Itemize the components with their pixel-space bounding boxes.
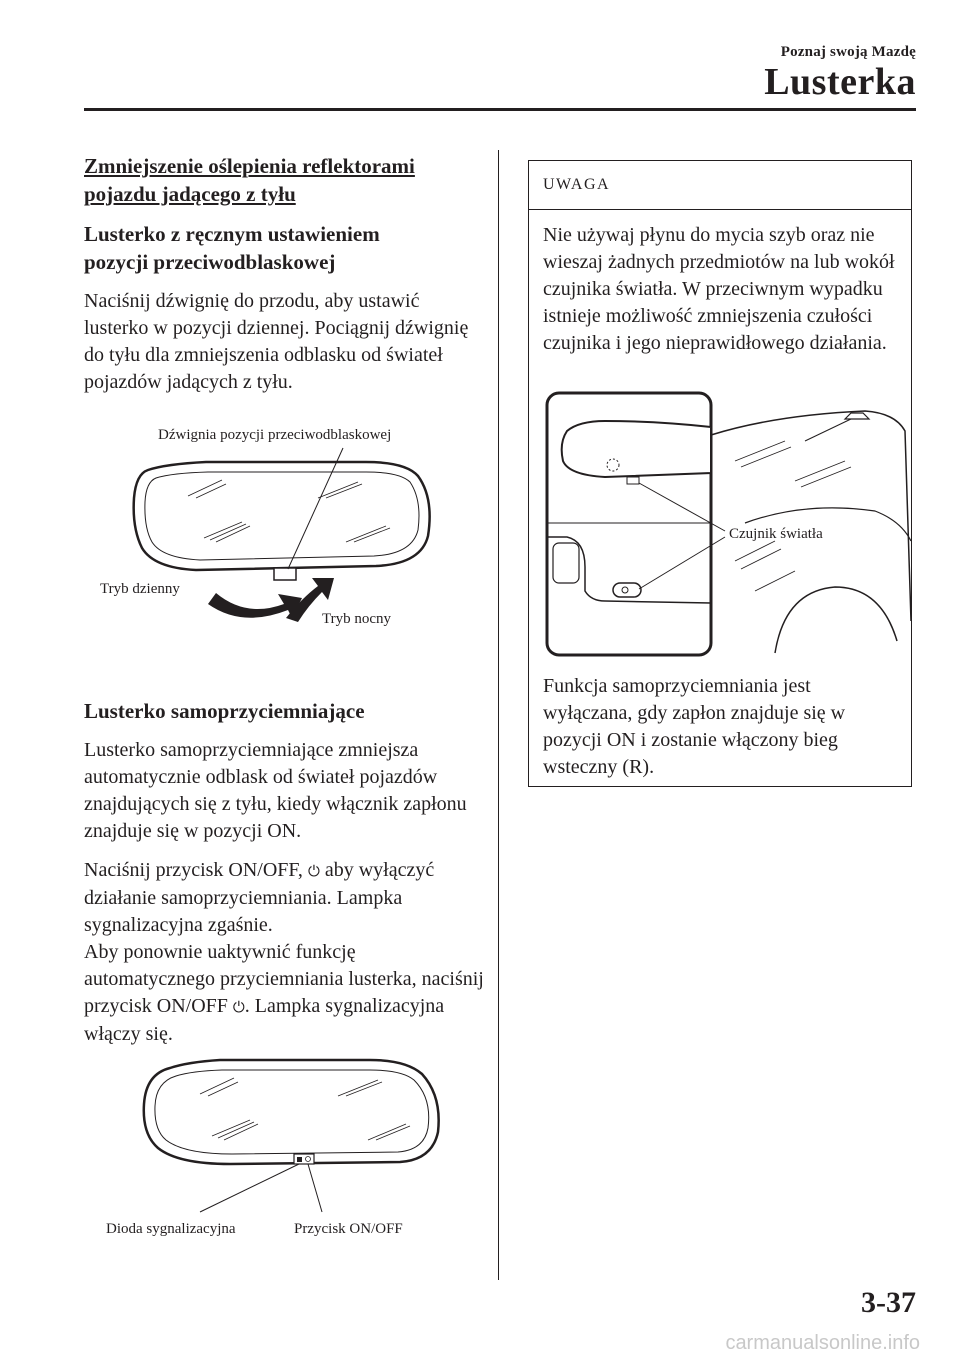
page-title: Lusterka (764, 61, 916, 103)
manual-mirror-figure (96, 418, 456, 638)
sensor-figure (545, 391, 911, 663)
manual-mirror-title-line2: pozycji przeciwodblaskowej (84, 250, 336, 274)
note-heading: UWAGA (529, 161, 911, 210)
car-shading (735, 441, 851, 591)
section-title-line1: Zmniejszenie oślepienia reflektorami (84, 154, 415, 178)
mirror-back (562, 421, 711, 477)
sensor-leader-line-2 (805, 419, 851, 441)
auto-mirror-text2 (84, 857, 484, 939)
button-leader-line (308, 1164, 322, 1212)
manual-mirror-text: Naciśnij dźwignię do przodu, aby ustawić lusterko w pozycji dziennej. Pociągnij dźwignię do tyłu dla zmniejszenia odblasku od świateł pojazdów jadących z tyłu. (84, 290, 469, 393)
day-mode-label: Tryb dzienny (100, 581, 180, 597)
indicator-diode (297, 1157, 302, 1162)
auto-dimming-section (84, 697, 484, 1060)
lever-tab (274, 568, 296, 580)
day-mode-arrow (208, 593, 302, 618)
mirror-sensor-housing (627, 477, 639, 484)
page-number: 3-37 (861, 1286, 916, 1319)
diode-label: Dioda sygnalizacyjna (106, 1221, 236, 1237)
manual-mirror-title-line1: Lusterko z ręcznym ustawieniem (84, 222, 380, 246)
lever-label: Dźwignia pozycji przeciwodblaskowej (158, 427, 392, 443)
auto-mirror-text3-a: Aby ponownie uaktywnić funkcję automatycznego przyciemniania lusterka, naciśnij przycisk ON/OFF (84, 941, 484, 1017)
power-icon: ⏻ (307, 862, 320, 880)
section-title-line2: pojazdu jadącego z tyłu (84, 182, 296, 206)
night-mode-label: Tryb nocny (322, 611, 392, 627)
auto-mirror-text2-a: Naciśnij przycisk ON/OFF, (84, 859, 303, 881)
note-text1: Nie używaj płynu do mycia szyb oraz nie wieszaj żadnych przedmiotów na lub wokół czujnika światła. W przeciwnym wypadku istnieje możliwość zmniejszenia czułości czujnika i jego nieprawidłowego działania. (543, 224, 895, 354)
chapter-label: Poznaj swoją Mazdę (780, 44, 916, 60)
car-wheel-arch (775, 587, 897, 653)
note-text2: Funkcja samoprzyciemniania jest wyłączana, gdy zapłon znajduje się w pozycji ON i zostanie włączony bieg wsteczny (R). (543, 675, 846, 778)
section-title (84, 152, 484, 208)
auto-mirror-text3 (84, 939, 484, 1048)
mirror-outline (134, 462, 430, 570)
diode-leader-line (200, 1164, 299, 1212)
mirror-outline (144, 1060, 439, 1164)
auto-mirror-text2-b: aby wyłączyć działanie samoprzyciemniania. Lampka sygnalizacyjna zgaśnie. (84, 859, 435, 936)
note-box (528, 160, 912, 787)
button-label: Przycisk ON/OFF (294, 1221, 403, 1237)
dash-sensor (613, 583, 641, 597)
auto-mirror-text1: Lusterko samoprzyciemniające zmniejsza automatycznie odblask od świateł pojazdów znajdujących się z tyłu, kiedy włącznik zapłonu znajduje się w pozycji ON. (84, 739, 467, 842)
auto-mirror-figure (100, 1050, 460, 1250)
auto-mirror-title: Lusterko samoprzyciemniające (84, 699, 365, 723)
column-divider (498, 150, 499, 1280)
header-rule (84, 108, 916, 111)
watermark: carmanualsonline.info (725, 1332, 920, 1354)
power-icon: ⏻ (232, 998, 245, 1016)
car-sensor-mount (845, 413, 869, 419)
car-roofline (711, 411, 911, 621)
auto-mirror-text3-b: . Lampka sygnalizacyjna włączy się. (84, 995, 445, 1045)
left-column (84, 152, 484, 408)
sensor-label: Czujnik światła (729, 526, 823, 542)
manual-mirror-title (84, 220, 484, 276)
